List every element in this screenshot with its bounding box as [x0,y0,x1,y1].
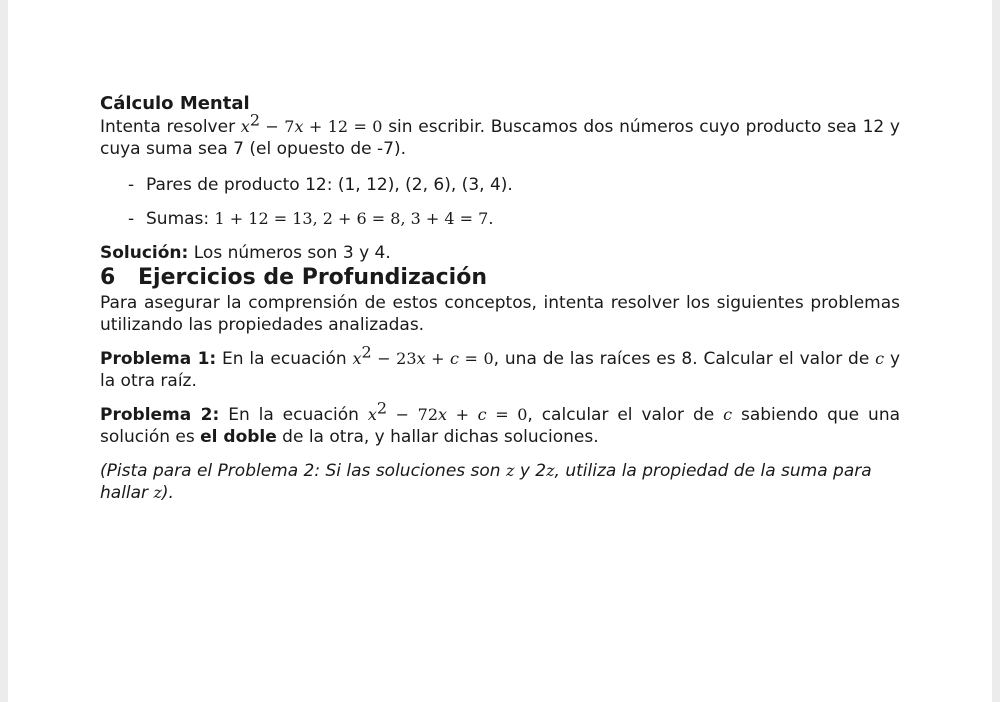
document-page [8,0,992,702]
section-intro: Para asegurar la comprensión de estos conceptos, intenta resolver los siguientes problemas utilizando las propiedades analizadas. [100,293,900,335]
hint-problem-2: (Pista para el Problema 2: Si las soluciones son z y 2z, utiliza la propiedad de la suma para hallar z). [100,461,872,503]
page-content [100,92,900,504]
list-item-sums: - Sumas: 1 + 12 = 13, 2 + 6 = 8, 3 + 4 = 7. [128,209,494,229]
solution-line: Solución: Los números son 3 y 4. [100,243,391,263]
problem-1: Problema 1: En la ecuación $x^2 - 23x + c = 0$, una de las raíces es 8. Calcular el valor de c y la otra raíz. [100,342,901,391]
section-heading: 6 Ejercicios de Profundización [100,265,487,290]
problem-2: Problema 2: En la ecuación $x^2 - 72x + c = 0$, calcular el valor de c sabiendo que una solución es el doble de la otra, y hallar dichas soluciones. [100,398,901,447]
list-item-product-pairs: - Pares de producto 12: (1, 12), (2, 6), (3, 4). [128,175,513,195]
mental-calc-intro: Intenta resolver $x^2 - 7x + 12 = 0$ sin escribir. Buscamos dos números cuyo producto sea 12 y cuya suma sea 7 (el opuesto de -7). [100,110,900,159]
subsection-title: Cálculo Mental [100,93,250,114]
